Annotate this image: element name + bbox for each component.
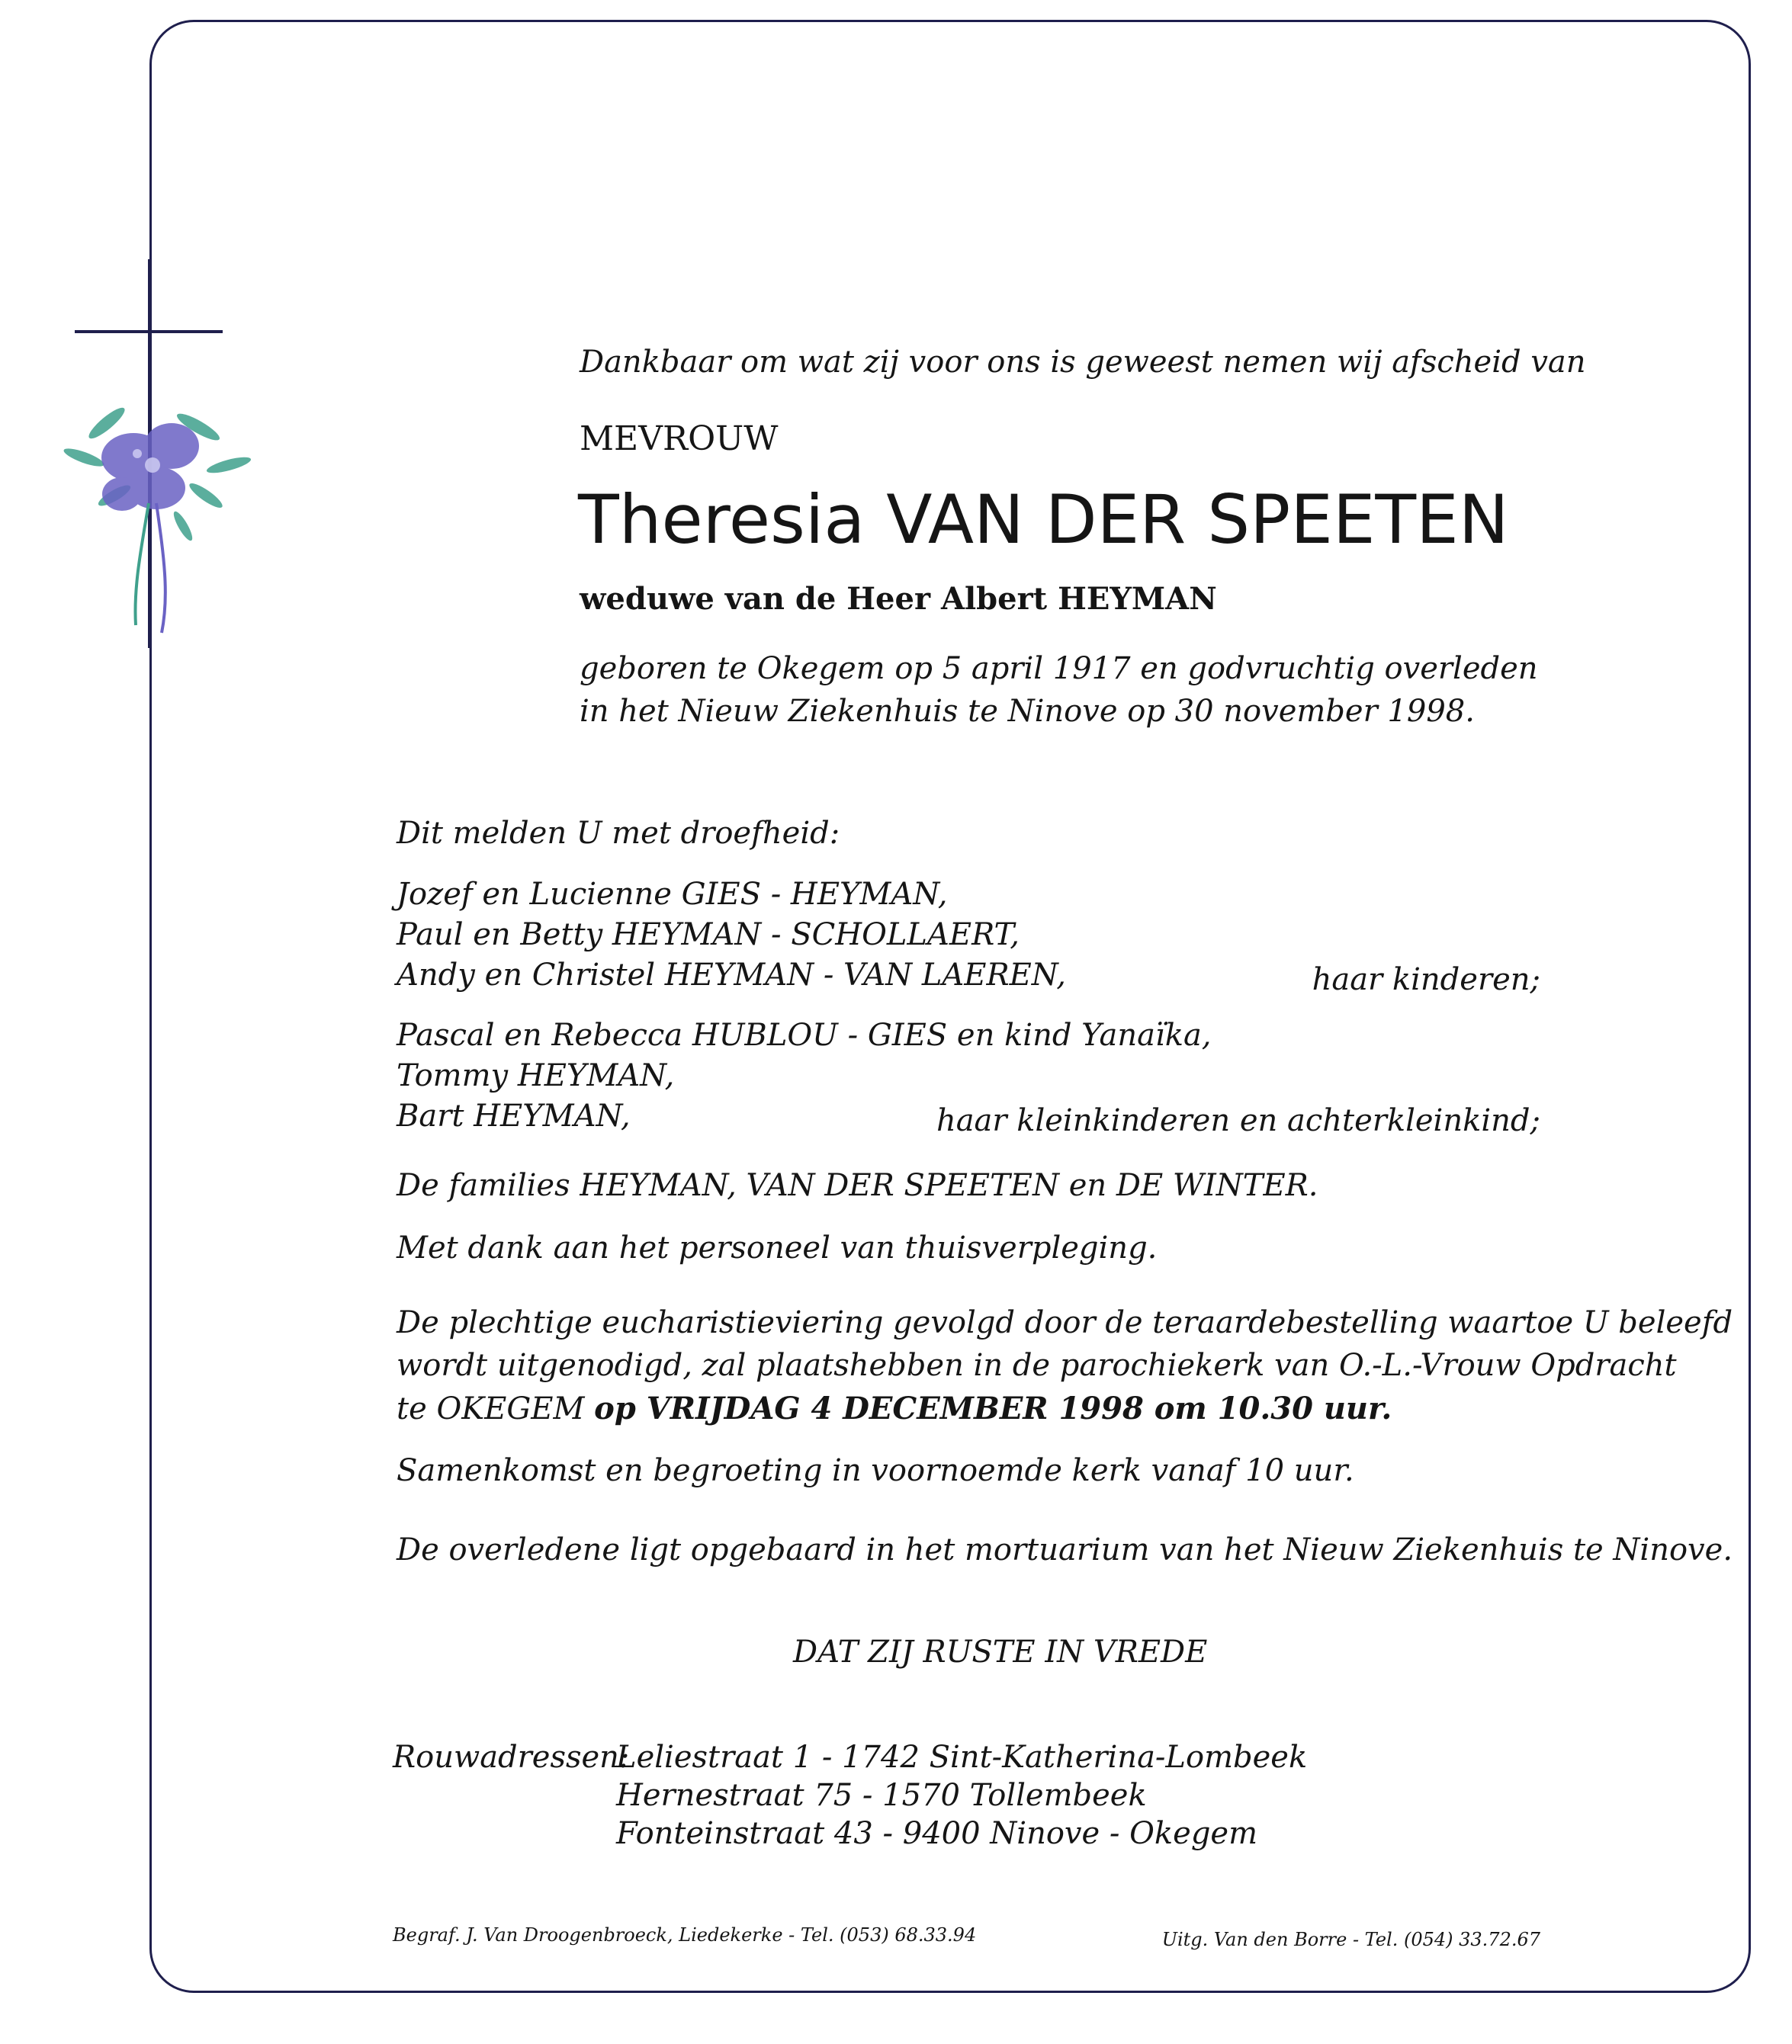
address-line-3: Fonteinstraat 43 - 9400 Ninove - Okegem (616, 1816, 1258, 1851)
addresses-label: Rouwadressen: (393, 1740, 630, 1775)
thanks-line: Met dank aan het personeel van thuisverpleging. (397, 1231, 1158, 1266)
birth-line-2: in het Nieuw Ziekenhuis te Ninove op 30 november 1998. (580, 694, 1475, 729)
address-line-1: Leliestraat 1 - 1742 Sint-Katherina-Lombeek (616, 1740, 1308, 1775)
gathering-line: Samenkomst en begroeting in voornoemde kerk vanaf 10 uur. (397, 1453, 1354, 1488)
grandchild-name-2: Tommy HEYMAN, (397, 1058, 675, 1093)
undertaker-credit: Begraf. J. Van Droogenbroeck, Liedekerke - Tel. (053) 68.33.94 (393, 1924, 977, 1946)
rest-in-peace: DAT ZIJ RUSTE IN VREDE (793, 1635, 1208, 1670)
laid-out-line: De overledene ligt opgebaard in het mortuarium van het Nieuw Ziekenhuis te Ninove. (397, 1532, 1733, 1567)
ceremony-date-time: op VRIJDAG 4 DECEMBER 1998 om 10.30 uur. (594, 1391, 1392, 1426)
child-name-1: Jozef en Lucienne GIES - HEYMAN, (397, 877, 948, 912)
grandchild-name-1: Pascal en Rebecca HUBLOU - GIES en kind Yanaïka, (397, 1018, 1212, 1053)
widow-line: weduwe van de Heer Albert HEYMAN (580, 581, 1217, 617)
children-relation: haar kinderen; (1312, 962, 1540, 997)
ceremony-line-3 (397, 1391, 1392, 1426)
announce-line: Dit melden U met droefheid: (397, 816, 840, 851)
ceremony-line-2: wordt uitgenodigd, zal plaatshebben in de parochiekerk van O.-L.-Vrouw Opdracht (397, 1348, 1677, 1383)
publisher-credit: Uitg. Van den Borre - Tel. (054) 33.72.67 (1161, 1929, 1540, 1950)
ceremony-place: te OKEGEM (397, 1391, 595, 1426)
salutation: MEVROUW (580, 419, 779, 458)
child-name-2: Paul en Betty HEYMAN - SCHOLLAERT, (397, 917, 1020, 952)
deceased-name: Theresia VAN DER SPEETEN (578, 480, 1509, 559)
grandchildren-relation: haar kleinkinderen en achterkleinkind; (936, 1103, 1540, 1138)
address-line-2: Hernestraat 75 - 1570 Tollembeek (616, 1778, 1147, 1813)
ceremony-line-1: De plechtige eucharistieviering gevolgd door de teraardebestelling waartoe U beleefd (397, 1305, 1733, 1340)
grandchild-name-3: Bart HEYMAN, (397, 1099, 631, 1134)
families-line: De families HEYMAN, VAN DER SPEETEN en DE WINTER. (397, 1168, 1318, 1203)
child-name-3: Andy en Christel HEYMAN - VAN LAEREN, (397, 958, 1066, 993)
birth-line-1: geboren te Okegem op 5 april 1917 en godvruchtig overleden (580, 651, 1538, 686)
intro-line: Dankbaar om wat zij voor ons is geweest nemen wij afscheid van (580, 345, 1586, 380)
